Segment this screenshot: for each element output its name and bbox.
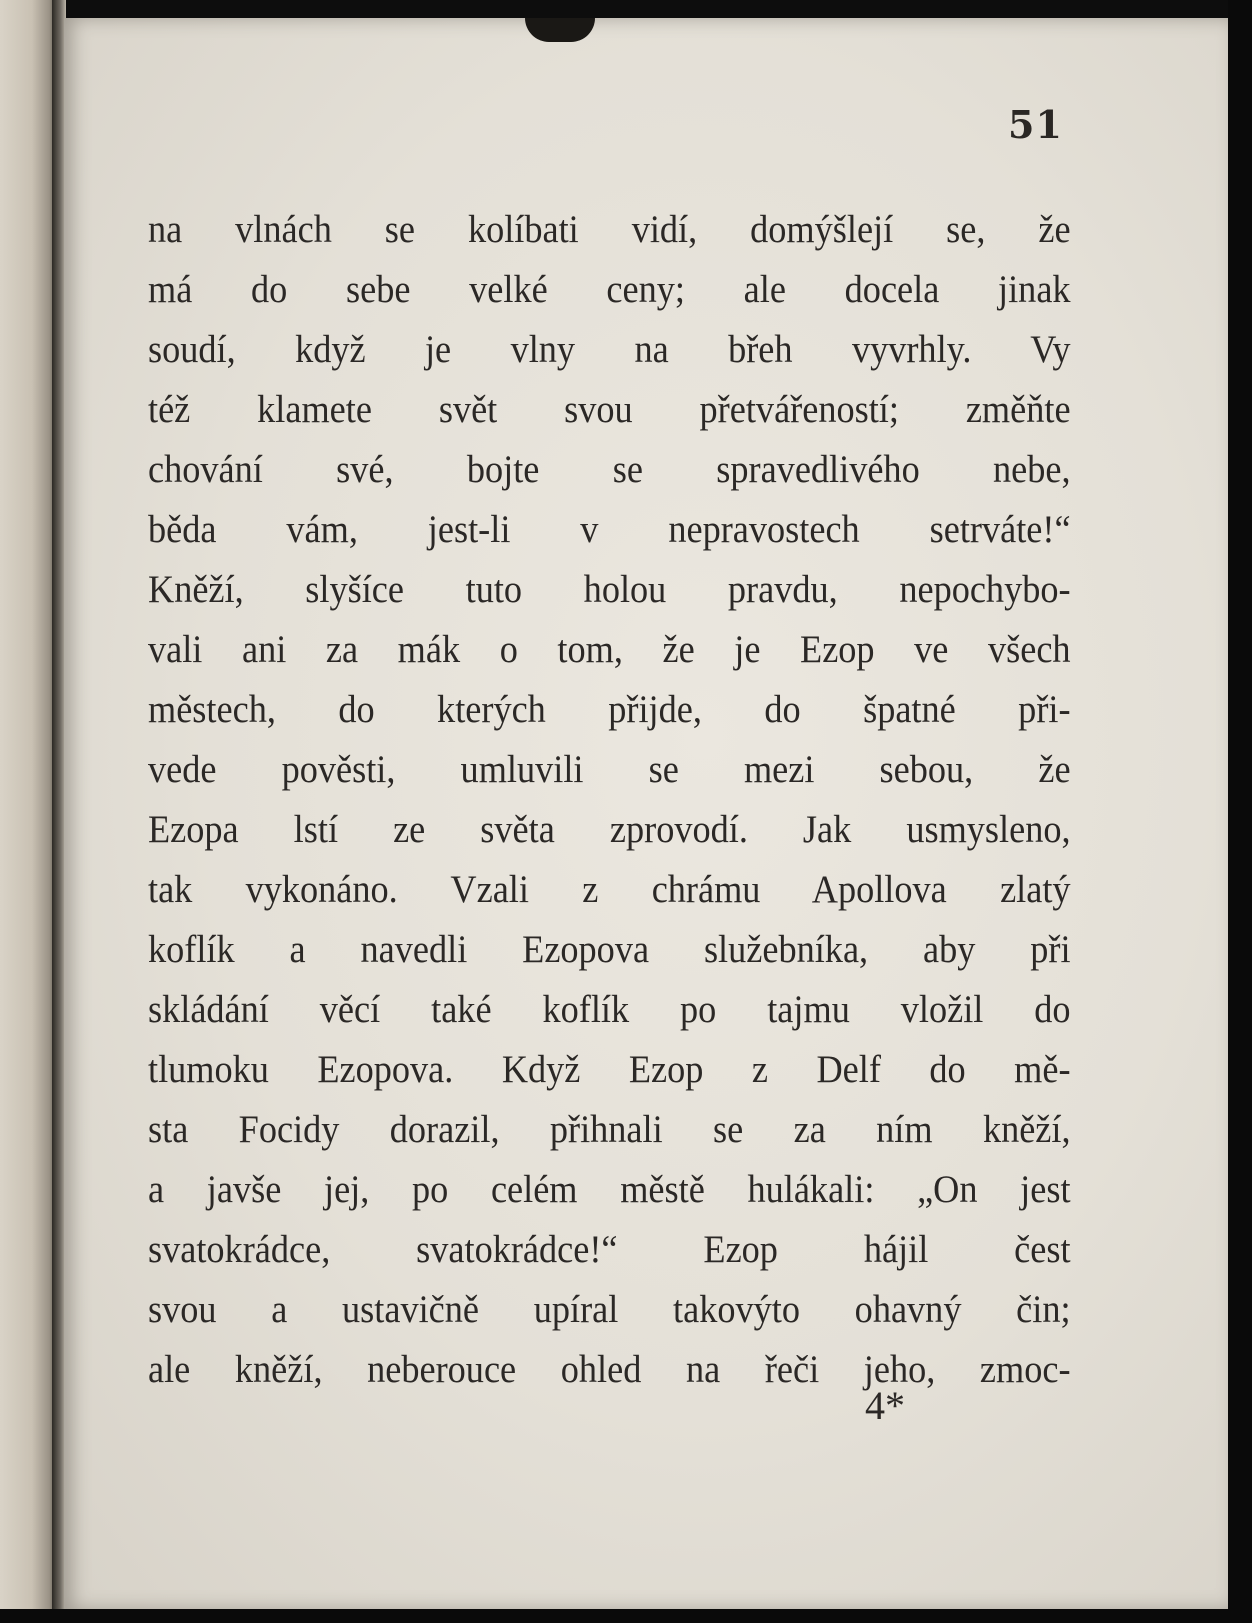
text-line: též klamete svět svou přetvářeností; změňte	[148, 388, 1071, 431]
text-line: chování své, bojte se spravedlivého nebe,	[148, 448, 1071, 491]
text-line: svatokrádce, svatokrádce!“ Ezop hájil čest	[148, 1228, 1071, 1271]
scan-border-bottom	[0, 1609, 1252, 1623]
text-line: soudí, když je vlny na břeh vyvrhly. Vy	[148, 328, 1071, 371]
scan-border-right	[1228, 0, 1252, 1623]
text-line: sta Focidy dorazil, přihnali se za ním kněží,	[148, 1108, 1071, 1151]
facing-page-edge	[0, 0, 58, 1623]
signature-mark: 4*	[865, 1383, 905, 1428]
text-line: Ezopa lstí ze světa zprovodí. Jak usmysleno,	[148, 808, 1071, 851]
text-line: vali ani za mák o tom, že je Ezop ve všech	[148, 628, 1071, 671]
body-text	[148, 200, 1070, 1400]
text-line: na vlnách se kolíbati vidí, domýšlejí se, že	[148, 208, 1071, 251]
text-line: koflík a navedli Ezopova služebníka, aby při	[148, 928, 1071, 971]
text-line: městech, do kterých přijde, do špatné při-	[148, 688, 1071, 731]
text-line: skládání věcí také koflík po tajmu vložil do	[148, 988, 1071, 1031]
page-number: 51	[1008, 102, 1063, 147]
text-line: tlumoku Ezopova. Když Ezop z Delf do mě-	[148, 1048, 1071, 1091]
text-line: tak vykonáno. Vzali z chrámu Apollova zlatý	[148, 868, 1071, 911]
text-line: ale kněží, neberouce ohled na řeči jeho, zmoc-	[148, 1348, 1071, 1391]
text-line: má do sebe velké ceny; ale docela jinak	[148, 268, 1071, 311]
text-line: a javše jej, po celém městě hulákali: „On jest	[148, 1168, 1071, 1211]
text-line: vede pověsti, umluvili se mezi sebou, že	[148, 748, 1071, 791]
text-line: běda vám, jest-li v nepravostech setrváte!“	[148, 508, 1071, 551]
text-line: svou a ustavičně upíral takovýto ohavný čin;	[148, 1288, 1071, 1331]
text-line: Kněží, slyšíce tuto holou pravdu, nepochybo-	[148, 568, 1071, 611]
